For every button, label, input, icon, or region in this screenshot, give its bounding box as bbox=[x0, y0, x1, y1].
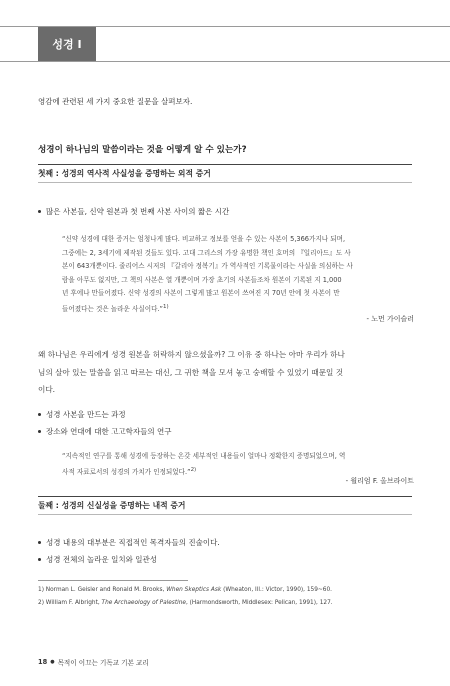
bullet-item bbox=[38, 409, 126, 420]
section-tab: 성경 I bbox=[38, 27, 96, 61]
main-heading: 성경이 하나님의 말씀이라는 것을 어떻게 알 수 있는가? bbox=[38, 145, 247, 155]
bullet-dot bbox=[38, 210, 41, 213]
subheading-external-evidence bbox=[38, 164, 412, 183]
bullet-text: 성경 전체의 놀라운 일치와 일관성 bbox=[46, 555, 157, 564]
bullet-item bbox=[38, 554, 157, 565]
body-line: 왜 하나님은 우리에게 성경 원본을 허락하지 않으셨을까? 그 이유 중 하나는 아마 우리가 하나 bbox=[38, 350, 345, 359]
book-title: 목적이 이끄는 기독교 기본 교리 bbox=[57, 659, 149, 667]
quote-line: “지속적인 연구를 통해 성경에 등장하는 온갖 세부적인 내용들이 얼마나 정확한지 증명되었으며, 역 bbox=[62, 452, 346, 460]
bullet-dot bbox=[38, 541, 41, 544]
quote-attribution: - 윌리엄 F. 올브라이트 bbox=[345, 477, 414, 485]
page-number: 18 bbox=[38, 658, 48, 666]
footnote bbox=[38, 587, 332, 593]
bullet-dot bbox=[38, 430, 41, 433]
quote-line: 그중에는 2, 3세기에 제작된 것들도 있다. 고대 그리스의 가장 유명한 책인 호머의 『일리아드』도 사 bbox=[62, 248, 351, 257]
bullet-text: 성경 내용의 대부분은 직접적인 목격자들의 진술이다. bbox=[46, 538, 220, 547]
subheading-internal-evidence bbox=[38, 496, 412, 515]
footnote bbox=[38, 600, 333, 606]
quote-line-end: 사적 자료로서의 성경의 가치가 인정되었다.” bbox=[62, 467, 191, 476]
quote-line: “신약 성경에 대한 증거는 엄청나게 많다. 비교하고 정보를 얻을 수 있는 사본이 5,366가지나 되며, bbox=[62, 235, 346, 243]
quote-line bbox=[62, 301, 414, 317]
intro-text: 영감에 관련된 세 가지 중요한 질문을 살펴보자. bbox=[38, 97, 193, 106]
footnote-text: (Wheaton, Ill.: Victor, 1990), 159~60. bbox=[221, 587, 332, 593]
quote-albright bbox=[62, 450, 414, 479]
bullet-text: 많은 사본들, 신약 원본과 첫 번째 사본 사이의 짧은 시간 bbox=[46, 207, 230, 216]
footnote-title: When Skeptics Ask bbox=[166, 587, 222, 593]
footnote-text: 1) Norman L. Geisler and Ronald M. Brooks, bbox=[38, 587, 167, 593]
quote-line: 본이 643개뿐이다. 줄리어스 시저의 『갈리아 정복기』가 역사적인 기록물이라는 사실을 의심하는 사 bbox=[62, 262, 353, 270]
subheading-label: 둘째 : 성경의 신실성을 증명하는 내적 증거 bbox=[38, 501, 186, 510]
footnote-ref: 1) bbox=[162, 303, 169, 310]
body-line: 님의 살아 있는 말씀을 읽고 따르는 대신, 그 귀한 책을 모셔 놓고 숭배할 수 있었기 때문일 것 bbox=[38, 367, 344, 377]
bullet-dot bbox=[38, 558, 41, 561]
footnote-text: , (Harmondsworth, Middlesex: Pelican, 1991), 127. bbox=[185, 600, 333, 606]
footnote-divider bbox=[38, 580, 188, 581]
footnote-ref: 2) bbox=[190, 466, 197, 473]
quote-line: 년 후에나 만들어졌다. 신약 성경의 사본이 그렇게 많고 원본이 쓰여진 지 70년 안에 첫 사본이 만 bbox=[62, 289, 340, 297]
bullet-text: 장소와 연대에 대한 고고학자들의 연구 bbox=[46, 427, 172, 436]
page-footer bbox=[38, 657, 149, 667]
bullet-item bbox=[38, 537, 220, 548]
bullet-dot bbox=[38, 413, 41, 416]
bullet-item bbox=[38, 426, 171, 437]
body-paragraph bbox=[38, 346, 412, 399]
quote-attribution: - 노먼 가이슬러 bbox=[366, 315, 414, 323]
footnote-text: 2) William F. Albright, bbox=[38, 600, 102, 606]
bullet-text: 성경 사본을 만드는 과정 bbox=[46, 410, 126, 419]
bullet-item bbox=[38, 206, 229, 217]
subheading-label: 첫째 : 성경의 역사적 사실성을 증명하는 외적 증거 bbox=[38, 169, 211, 178]
header-bar bbox=[0, 26, 450, 62]
quote-geisler bbox=[62, 233, 414, 316]
footnote-title: The Archaeology of Palestine bbox=[101, 600, 186, 606]
quote-line: 람을 아무도 없지만, 그 책의 사본은 열 개뿐이며 가장 초기의 사본들조차 원본이 기록된 지 1,000 bbox=[62, 275, 342, 284]
quote-line-end: 들어졌다는 것은 놀라운 사실이다.” bbox=[62, 304, 163, 313]
separator-dot-icon: ● bbox=[50, 659, 55, 665]
body-line: 이다. bbox=[38, 385, 56, 394]
